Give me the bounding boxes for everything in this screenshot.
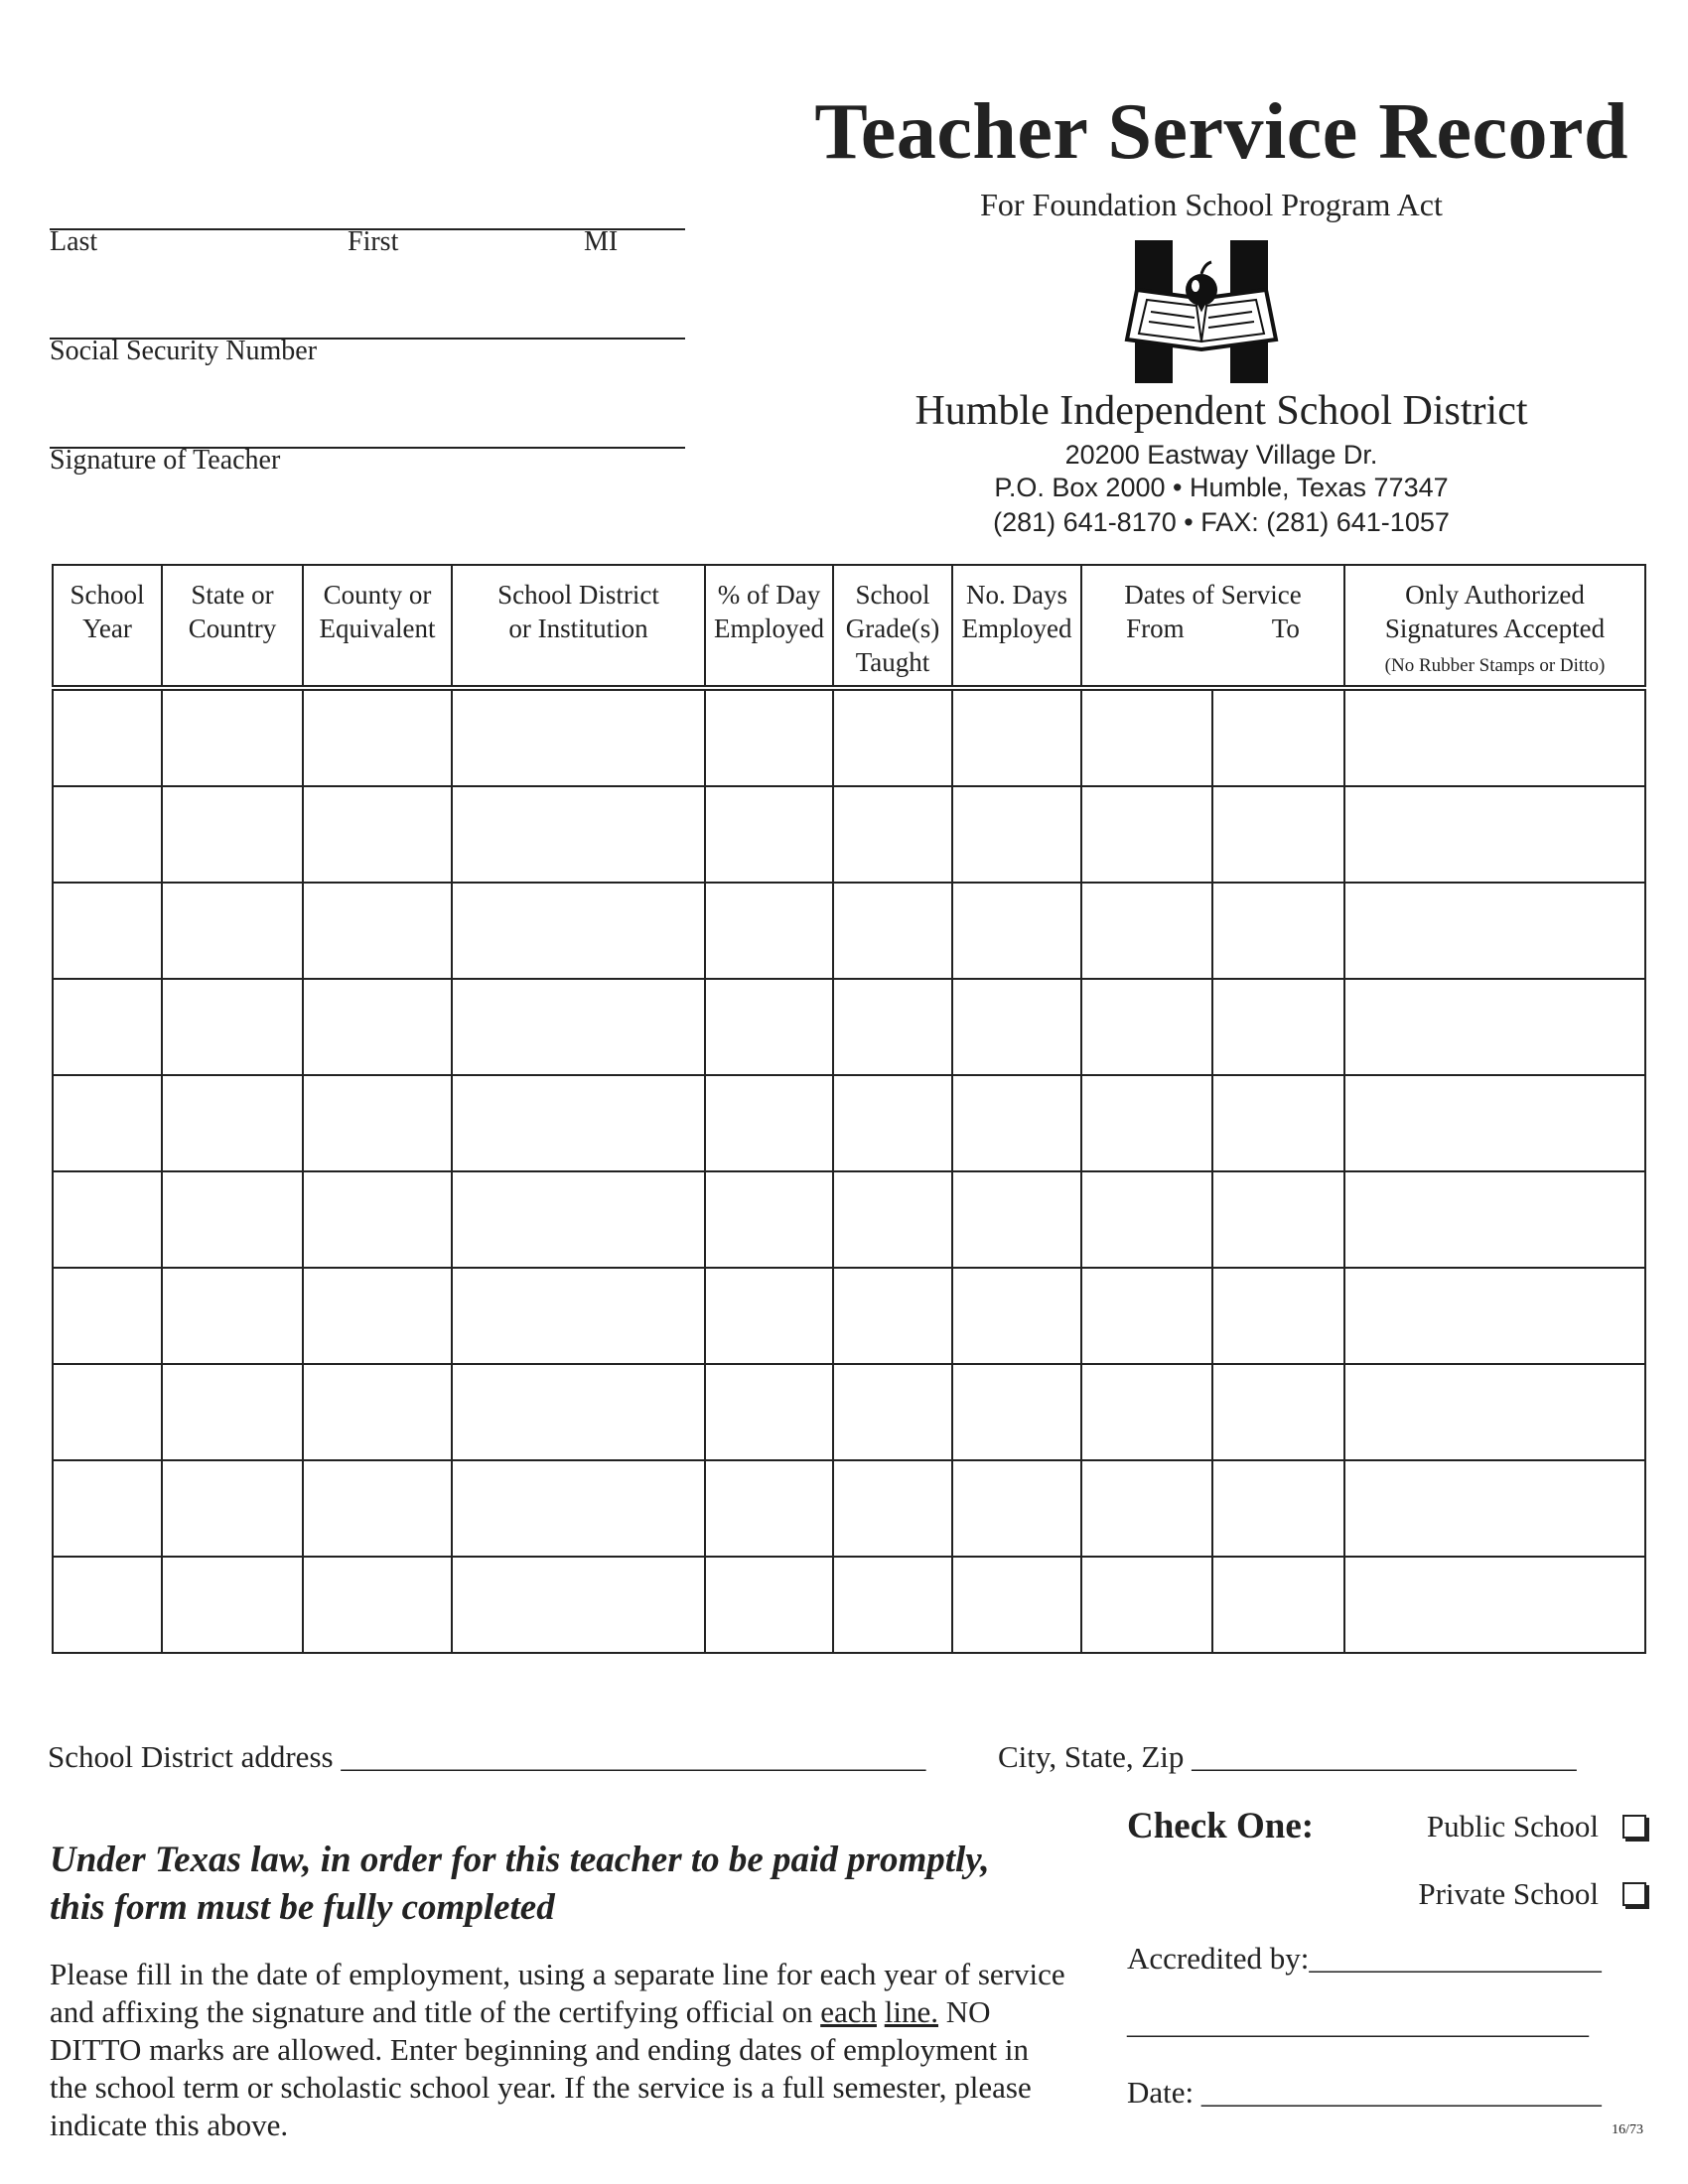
grades-cell[interactable] <box>833 979 952 1075</box>
state-country-cell[interactable] <box>162 1075 303 1171</box>
header-school-year: School Year <box>53 565 162 688</box>
table-row <box>53 1268 1645 1364</box>
header-percent-employed: % of Day Employed <box>705 565 833 688</box>
date-to-cell[interactable] <box>1212 786 1344 883</box>
county-cell[interactable] <box>303 786 452 883</box>
service-record-table <box>52 564 1646 1654</box>
signature-cell[interactable] <box>1344 786 1645 883</box>
district-cell[interactable] <box>452 688 705 786</box>
date-from-cell[interactable] <box>1081 1075 1212 1171</box>
percent-day-cell[interactable] <box>705 1075 833 1171</box>
state-country-cell[interactable] <box>162 1268 303 1364</box>
county-cell[interactable] <box>303 1075 452 1171</box>
state-country-cell[interactable] <box>162 786 303 883</box>
percent-day-cell[interactable] <box>705 1460 833 1557</box>
days-employed-cell[interactable] <box>952 1557 1081 1653</box>
date-from-cell[interactable] <box>1081 1268 1212 1364</box>
county-cell[interactable] <box>303 979 452 1075</box>
signature-cell[interactable] <box>1344 1557 1645 1653</box>
percent-day-cell[interactable] <box>705 1364 833 1460</box>
district-street-address: 20200 Eastway Village Dr. <box>1064 440 1378 470</box>
public-school-option[interactable]: Public School <box>1427 1809 1646 1844</box>
signatures-note: (No Rubber Stamps or Ditto) <box>1384 655 1606 676</box>
school-year-cell[interactable] <box>53 1268 162 1364</box>
days-employed-cell[interactable] <box>952 786 1081 883</box>
date-to-cell[interactable] <box>1212 1171 1344 1268</box>
table-row <box>53 1460 1645 1557</box>
school-year-cell[interactable] <box>53 1171 162 1268</box>
date-from-cell[interactable] <box>1081 1171 1212 1268</box>
school-year-cell[interactable] <box>53 688 162 786</box>
header-district-institution: School District or Institution <box>452 565 705 688</box>
county-cell[interactable] <box>303 1364 452 1460</box>
signature-label: Signature of Teacher <box>50 445 281 476</box>
school-year-cell[interactable] <box>53 1557 162 1653</box>
district-cell[interactable] <box>452 786 705 883</box>
district-cell[interactable] <box>452 1364 705 1460</box>
date-from-cell[interactable] <box>1081 1460 1212 1557</box>
county-cell[interactable] <box>303 1460 452 1557</box>
public-school-checkbox[interactable] <box>1622 1815 1646 1839</box>
date-from-cell[interactable] <box>1081 786 1212 883</box>
days-employed-cell[interactable] <box>952 1075 1081 1171</box>
grades-cell[interactable] <box>833 1268 952 1364</box>
school-year-cell[interactable] <box>53 883 162 979</box>
accredited-by-field[interactable]: Accredited by:___________________ <box>1127 1941 1602 1976</box>
signature-cell[interactable] <box>1344 883 1645 979</box>
school-year-cell[interactable] <box>53 786 162 883</box>
header-days-employed: No. Days Employed <box>952 565 1081 688</box>
county-cell[interactable] <box>303 1268 452 1364</box>
header-to: To <box>1271 614 1300 643</box>
grades-cell[interactable] <box>833 883 952 979</box>
district-cell[interactable] <box>452 1075 705 1171</box>
county-cell[interactable] <box>303 883 452 979</box>
table-row <box>53 979 1645 1075</box>
header-county: County or Equivalent <box>303 565 452 688</box>
district-cell[interactable] <box>452 883 705 979</box>
state-country-cell[interactable] <box>162 1364 303 1460</box>
signature-cell[interactable] <box>1344 1364 1645 1460</box>
table-row <box>53 1557 1645 1653</box>
header-authorized-signatures: Only Authorized Signatures Accepted (No Rubber Stamps or Ditto) <box>1344 565 1645 688</box>
date-from-cell[interactable] <box>1081 1557 1212 1653</box>
grades-cell[interactable] <box>833 1171 952 1268</box>
county-cell[interactable] <box>303 1557 452 1653</box>
header-grades-taught: School Grade(s) Taught <box>833 565 952 688</box>
private-school-checkbox[interactable] <box>1622 1882 1646 1906</box>
district-name: Humble Independent School District <box>914 388 1528 434</box>
signature-cell[interactable] <box>1344 1460 1645 1557</box>
school-district-address-field[interactable]: School District address ______________________________________ <box>48 1739 926 1774</box>
grades-cell[interactable] <box>833 1075 952 1171</box>
signature-cell[interactable] <box>1344 979 1645 1075</box>
date-to-cell[interactable] <box>1212 883 1344 979</box>
form-number: 16/73 <box>1612 2122 1643 2137</box>
percent-day-cell[interactable] <box>705 979 833 1075</box>
accredited-by-field-line2[interactable]: ______________________________ <box>1127 2005 1589 2040</box>
state-country-cell[interactable] <box>162 1460 303 1557</box>
humble-isd-logo-icon <box>1117 238 1286 385</box>
district-phone-fax: (281) 641-8170 • FAX: (281) 641-1057 <box>993 507 1450 537</box>
county-cell[interactable] <box>303 1171 452 1268</box>
date-field[interactable]: Date: __________________________ <box>1127 2075 1602 2110</box>
grades-cell[interactable] <box>833 1364 952 1460</box>
school-year-cell[interactable] <box>53 979 162 1075</box>
table-row <box>53 1364 1645 1460</box>
state-country-cell[interactable] <box>162 1557 303 1653</box>
header-dates-of-service: Dates of Service From To <box>1081 565 1344 688</box>
grades-cell[interactable] <box>833 1460 952 1557</box>
middle-initial-label: MI <box>584 226 619 257</box>
header-from: From <box>1126 614 1185 643</box>
state-country-cell[interactable] <box>162 979 303 1075</box>
table-row <box>53 1171 1645 1268</box>
district-cell[interactable] <box>452 1460 705 1557</box>
school-year-cell[interactable] <box>53 1364 162 1460</box>
check-one-label: Check One: <box>1127 1806 1315 1846</box>
date-from-cell[interactable] <box>1081 979 1212 1075</box>
percent-day-cell[interactable] <box>705 1171 833 1268</box>
grades-cell[interactable] <box>833 1557 952 1653</box>
days-employed-cell[interactable] <box>952 688 1081 786</box>
percent-day-cell[interactable] <box>705 883 833 979</box>
date-to-cell[interactable] <box>1212 688 1344 786</box>
school-year-cell[interactable] <box>53 1075 162 1171</box>
school-year-cell[interactable] <box>53 1460 162 1557</box>
percent-day-cell[interactable] <box>705 1557 833 1653</box>
table-row <box>53 1075 1645 1171</box>
grades-cell[interactable] <box>833 786 952 883</box>
days-employed-cell[interactable] <box>952 883 1081 979</box>
percent-day-cell[interactable] <box>705 1268 833 1364</box>
date-to-cell[interactable] <box>1212 1075 1344 1171</box>
days-employed-cell[interactable] <box>952 1171 1081 1268</box>
texas-law-note: Under Texas law, in order for this teacher to be paid promptly, this form must be fully completed <box>50 1840 990 1928</box>
header-state-country: State or Country <box>162 565 303 688</box>
state-country-cell[interactable] <box>162 688 303 786</box>
date-from-cell[interactable] <box>1081 1364 1212 1460</box>
grades-cell[interactable] <box>833 688 952 786</box>
table-row <box>53 688 1645 786</box>
signature-cell[interactable] <box>1344 688 1645 786</box>
first-name-label: First <box>348 226 399 257</box>
signature-cell[interactable] <box>1344 1268 1645 1364</box>
county-cell[interactable] <box>303 688 452 786</box>
date-from-cell[interactable] <box>1081 883 1212 979</box>
instructions-paragraph: Please fill in the date of employment, using a separate line for each year of service and affixing the signature and title of the certifying official on each line. NO DITTO marks are allowed. Enter beginning and ending dates of employment in the school term or scholastic school year. If the service is a full semester, please indicate this above. <box>50 1957 1065 2142</box>
days-employed-cell[interactable] <box>952 1268 1081 1364</box>
form-subtitle: For Foundation School Program Act <box>980 187 1443 222</box>
signature-cell[interactable] <box>1344 1075 1645 1171</box>
table-header-row <box>53 565 1645 688</box>
table-row <box>53 883 1645 979</box>
percent-day-cell[interactable] <box>705 786 833 883</box>
date-to-cell[interactable] <box>1212 1364 1344 1460</box>
date-to-cell[interactable] <box>1212 1268 1344 1364</box>
state-country-cell[interactable] <box>162 883 303 979</box>
district-cell[interactable] <box>452 1268 705 1364</box>
days-employed-cell[interactable] <box>952 1364 1081 1460</box>
city-state-zip-field[interactable]: City, State, Zip _________________________ <box>998 1739 1577 1774</box>
date-from-cell[interactable] <box>1081 688 1212 786</box>
days-employed-cell[interactable] <box>952 979 1081 1075</box>
district-cell[interactable] <box>452 1557 705 1653</box>
last-name-label: Last <box>50 226 98 257</box>
ssn-label: Social Security Number <box>50 336 318 366</box>
private-school-option[interactable]: Private School <box>1418 1876 1646 1912</box>
date-to-cell[interactable] <box>1212 1557 1344 1653</box>
table-row <box>53 786 1645 883</box>
date-to-cell[interactable] <box>1212 1460 1344 1557</box>
days-employed-cell[interactable] <box>952 1460 1081 1557</box>
percent-day-cell[interactable] <box>705 688 833 786</box>
district-po-box: P.O. Box 2000 • Humble, Texas 77347 <box>994 473 1449 502</box>
state-country-cell[interactable] <box>162 1171 303 1268</box>
date-to-cell[interactable] <box>1212 979 1344 1075</box>
signature-cell[interactable] <box>1344 1171 1645 1268</box>
district-cell[interactable] <box>452 1171 705 1268</box>
district-cell[interactable] <box>452 979 705 1075</box>
form-title: Teacher Service Record <box>814 88 1628 176</box>
